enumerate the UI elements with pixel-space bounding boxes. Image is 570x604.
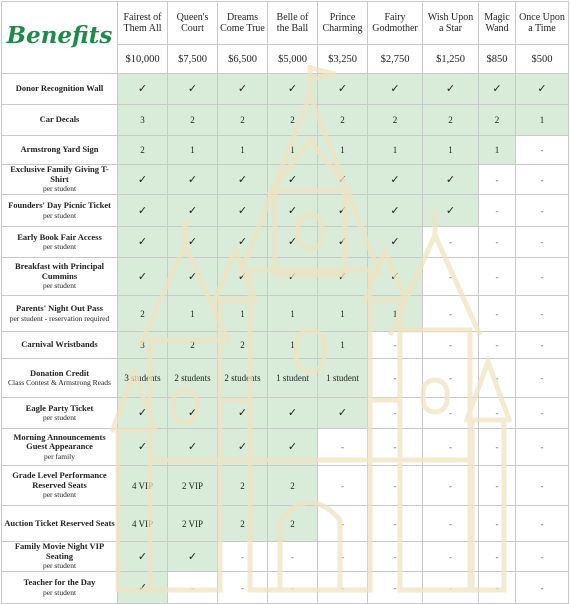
- benefit-value: 4 VIP: [118, 466, 168, 506]
- benefit-label-cell: [2, 74, 118, 105]
- benefit-value: -: [423, 332, 479, 359]
- check-mark: ✓: [118, 165, 168, 195]
- benefit-sublabel: per student - reservation required: [9, 313, 110, 323]
- check-mark: ✓: [268, 74, 318, 105]
- benefit-value: 1: [318, 136, 368, 165]
- check-mark: ✓: [118, 542, 168, 572]
- benefit-value: -: [516, 542, 569, 572]
- tier-name: Prince Charming: [318, 2, 368, 45]
- check-mark: ✓: [268, 165, 318, 195]
- check-mark: ✓: [218, 398, 268, 429]
- check-mark: ✓: [218, 74, 268, 105]
- check-mark: ✓: [118, 74, 168, 105]
- benefit-label: Family Movie Night VIP Seating: [14, 541, 105, 561]
- benefit-value: -: [423, 296, 479, 332]
- benefit-value: -: [368, 429, 423, 466]
- benefit-sublabel: per student: [42, 490, 77, 500]
- benefit-value: -: [318, 429, 368, 466]
- benefit-value: -: [479, 332, 516, 359]
- benefit-value: 2: [368, 105, 423, 136]
- benefit-value: 1 student: [268, 359, 318, 398]
- benefit-value: 1: [318, 296, 368, 332]
- check-mark: ✓: [268, 429, 318, 466]
- tier-price: $10,000: [118, 45, 168, 74]
- benefit-label: Parents' Night Out Pass: [16, 303, 103, 313]
- benefit-value: -: [318, 542, 368, 572]
- check-mark: ✓: [168, 165, 218, 195]
- benefit-label: Donor Recognition Wall: [15, 83, 104, 94]
- benefit-value: 2: [168, 332, 218, 359]
- benefit-label-cell: [2, 572, 118, 604]
- benefit-value: 2: [218, 332, 268, 359]
- benefit-value: -: [318, 506, 368, 542]
- check-mark: ✓: [168, 542, 218, 572]
- table-row: [2, 542, 569, 572]
- table-title-cell: [2, 2, 118, 74]
- check-mark: ✓: [168, 398, 218, 429]
- benefit-value: 2: [423, 105, 479, 136]
- benefit-rows: [2, 74, 569, 604]
- benefit-value: -: [423, 227, 479, 258]
- table-row: [2, 572, 569, 604]
- benefit-value: 2: [118, 136, 168, 165]
- check-mark: ✓: [218, 195, 268, 227]
- benefit-value: 2 students: [218, 359, 268, 398]
- tier-price: $7,500: [168, 45, 218, 74]
- check-mark: ✓: [168, 227, 218, 258]
- benefit-value: 3 students: [118, 359, 168, 398]
- benefit-value: 1: [516, 105, 569, 136]
- benefit-value: -: [368, 542, 423, 572]
- benefit-value: -: [479, 572, 516, 604]
- check-mark: ✓: [168, 429, 218, 466]
- tier-name: Fairest of Them All: [118, 2, 168, 45]
- benefit-value: 1: [268, 296, 318, 332]
- benefit-value: -: [516, 296, 569, 332]
- check-mark: ✓: [168, 74, 218, 105]
- benefit-label-cell: [2, 466, 118, 506]
- check-mark: ✓: [118, 227, 168, 258]
- check-mark: ✓: [268, 398, 318, 429]
- benefit-sublabel: per student: [42, 184, 77, 194]
- benefit-value: -: [516, 227, 569, 258]
- benefit-value: 3: [118, 332, 168, 359]
- benefit-value: 1: [268, 332, 318, 359]
- benefit-label: Eagle Party Ticket: [25, 402, 94, 413]
- benefit-label-cell: [2, 332, 118, 359]
- tier-name: Wish Upon a Star: [423, 2, 479, 45]
- tier-name: Fairy Godmother: [368, 2, 423, 45]
- check-mark: ✓: [318, 227, 368, 258]
- check-mark: ✓: [318, 74, 368, 105]
- check-mark: ✓: [118, 195, 168, 227]
- tier-price: $500: [516, 45, 569, 74]
- check-mark: ✓: [368, 74, 423, 105]
- benefit-value: -: [479, 195, 516, 227]
- check-mark: ✓: [118, 398, 168, 429]
- check-mark: ✓: [168, 195, 218, 227]
- benefit-value: -: [423, 572, 479, 604]
- benefit-value: -: [368, 506, 423, 542]
- benefit-value: 1 student: [318, 359, 368, 398]
- benefit-value: -: [368, 466, 423, 506]
- table-row: [2, 359, 569, 398]
- table-row: [2, 332, 569, 359]
- benefit-label: Exclusive Family Giving T-Shirt: [10, 164, 109, 184]
- table-title: Benefits: [6, 21, 113, 49]
- table-row: [2, 506, 569, 542]
- check-mark: ✓: [118, 258, 168, 296]
- check-mark: ✓: [423, 165, 479, 195]
- benefit-value: 2: [268, 105, 318, 136]
- check-mark: ✓: [268, 195, 318, 227]
- benefit-value: -: [479, 542, 516, 572]
- table-row: [2, 398, 569, 429]
- benefit-value: -: [479, 398, 516, 429]
- benefit-value: -: [516, 136, 569, 165]
- check-mark: ✓: [218, 429, 268, 466]
- check-mark: ✓: [368, 195, 423, 227]
- tier-price: $2,750: [368, 45, 423, 74]
- check-mark: ✓: [318, 165, 368, 195]
- table-row: [2, 466, 569, 506]
- benefit-sublabel: per student: [42, 561, 77, 571]
- benefit-value: 2: [218, 506, 268, 542]
- check-mark: ✓: [368, 258, 423, 296]
- benefit-value: -: [218, 572, 268, 604]
- benefit-value: 1: [268, 136, 318, 165]
- tier-price: $850: [479, 45, 516, 74]
- benefit-sublabel: per student: [42, 242, 77, 251]
- benefit-sublabel: per student: [42, 413, 77, 422]
- benefit-value: -: [218, 542, 268, 572]
- check-mark: ✓: [168, 258, 218, 296]
- check-mark: ✓: [118, 429, 168, 466]
- benefit-value: 1: [479, 136, 516, 165]
- benefit-value: 1: [168, 136, 218, 165]
- benefit-label-cell: [2, 258, 118, 296]
- check-mark: ✓: [218, 258, 268, 296]
- benefit-label-cell: [2, 165, 118, 195]
- benefit-label: Carnival Wristbands: [21, 339, 98, 350]
- benefit-value: -: [516, 398, 569, 429]
- benefit-value: -: [423, 542, 479, 572]
- check-mark: ✓: [318, 258, 368, 296]
- benefit-label: Donation Credit: [29, 367, 90, 378]
- benefit-value: -: [368, 572, 423, 604]
- benefit-sublabel: per student: [42, 587, 77, 597]
- benefit-value: -: [423, 359, 479, 398]
- table-row: [2, 136, 569, 165]
- table-row: [2, 165, 569, 195]
- tier-name: Once Upon a Time: [516, 2, 569, 45]
- benefit-value: -: [168, 572, 218, 604]
- benefit-label-cell: [2, 398, 118, 429]
- benefit-value: 1: [318, 332, 368, 359]
- tier-price: $6,500: [218, 45, 268, 74]
- benefit-value: -: [479, 429, 516, 466]
- benefit-value: -: [479, 359, 516, 398]
- benefit-value: -: [268, 542, 318, 572]
- benefit-label: Morning Announcements Guest Appearance: [13, 431, 106, 452]
- benefit-sublabel: per student: [42, 281, 77, 291]
- check-mark: ✓: [218, 165, 268, 195]
- benefit-value: -: [516, 506, 569, 542]
- benefit-value: 1: [218, 296, 268, 332]
- benefit-value: -: [423, 398, 479, 429]
- tier-price: $5,000: [268, 45, 318, 74]
- benefit-value: -: [516, 258, 569, 296]
- benefit-sublabel: Class Contest & Armstrong Reads: [8, 378, 111, 387]
- benefit-label: Teacher for the Day: [23, 577, 96, 587]
- benefit-label-cell: [2, 195, 118, 227]
- benefit-label: Early Book Fair Access: [17, 231, 102, 242]
- table-row: [2, 105, 569, 136]
- benefit-value: -: [423, 258, 479, 296]
- benefit-label-cell: [2, 136, 118, 165]
- benefit-value: 2: [268, 466, 318, 506]
- benefit-sublabel: per family: [43, 451, 76, 461]
- benefit-label-cell: [2, 429, 118, 466]
- benefit-value: -: [516, 429, 569, 466]
- check-mark: ✓: [268, 227, 318, 258]
- benefit-label: Breakfast with Principal Cummins: [14, 261, 105, 281]
- benefit-value: 2: [479, 105, 516, 136]
- benefit-value: -: [423, 466, 479, 506]
- check-mark: ✓: [268, 258, 318, 296]
- benefit-value: 2: [268, 506, 318, 542]
- benefit-value: -: [516, 359, 569, 398]
- benefit-value: -: [479, 466, 516, 506]
- benefit-value: 2: [218, 466, 268, 506]
- benefit-value: 2 VIP: [168, 506, 218, 542]
- benefit-label-cell: [2, 542, 118, 572]
- benefit-value: -: [318, 466, 368, 506]
- table-row: [2, 296, 569, 332]
- benefit-label-cell: [2, 359, 118, 398]
- benefit-value: -: [479, 506, 516, 542]
- table-row: [2, 74, 569, 105]
- benefit-value: -: [516, 165, 569, 195]
- benefit-value: -: [318, 572, 368, 604]
- tier-name: Belle of the Ball: [268, 2, 318, 45]
- benefit-label-cell: [2, 105, 118, 136]
- check-mark: ✓: [318, 195, 368, 227]
- tier-name-row: [2, 2, 569, 45]
- benefit-sublabel: per student: [42, 210, 77, 220]
- benefit-value: 2: [118, 296, 168, 332]
- check-mark: ✓: [423, 195, 479, 227]
- check-mark: ✓: [368, 165, 423, 195]
- benefit-value: 1: [218, 136, 268, 165]
- check-mark: ✓: [423, 74, 479, 105]
- check-mark: ✓: [118, 572, 168, 604]
- table-row: [2, 258, 569, 296]
- benefit-value: 2 VIP: [168, 466, 218, 506]
- benefit-value: -: [368, 398, 423, 429]
- benefit-value: 4 VIP: [118, 506, 168, 542]
- benefit-label: Auction Ticket Reserved Seats: [4, 517, 115, 528]
- benefit-value: 1: [423, 136, 479, 165]
- tier-price: $1,250: [423, 45, 479, 74]
- tier-price: $3,250: [318, 45, 368, 74]
- benefit-value: 2: [168, 105, 218, 136]
- benefit-value: 3: [118, 105, 168, 136]
- benefit-value: -: [479, 227, 516, 258]
- benefits-table: [1, 1, 569, 604]
- check-mark: ✓: [318, 398, 368, 429]
- benefit-value: -: [479, 165, 516, 195]
- benefit-value: -: [368, 332, 423, 359]
- benefit-label-cell: [2, 296, 118, 332]
- benefit-value: 2: [218, 105, 268, 136]
- check-mark: ✓: [368, 227, 423, 258]
- check-mark: ✓: [479, 74, 516, 105]
- benefit-value: 1: [368, 136, 423, 165]
- benefit-value: -: [516, 572, 569, 604]
- benefit-value: -: [479, 296, 516, 332]
- tier-name: Magic Wand: [479, 2, 516, 45]
- benefit-label-cell: [2, 506, 118, 542]
- benefit-value: -: [368, 359, 423, 398]
- table-row: [2, 227, 569, 258]
- benefit-value: -: [479, 258, 516, 296]
- tier-name: Queen's Court: [168, 2, 218, 45]
- benefit-value: 1: [168, 296, 218, 332]
- benefit-value: -: [516, 195, 569, 227]
- table-row: [2, 429, 569, 466]
- benefit-label: Car Decals: [39, 114, 80, 125]
- benefit-value: 2: [318, 105, 368, 136]
- benefit-value: -: [516, 466, 569, 506]
- benefit-value: 1: [368, 296, 423, 332]
- check-mark: ✓: [516, 74, 569, 105]
- table-row: [2, 195, 569, 227]
- benefit-value: -: [423, 429, 479, 466]
- benefit-value: -: [268, 572, 318, 604]
- benefit-value: -: [516, 332, 569, 359]
- benefit-label-cell: [2, 227, 118, 258]
- benefit-label: Founders' Day Picnic Ticket: [8, 200, 111, 210]
- tier-name: Dreams Come True: [218, 2, 268, 45]
- benefit-label: Armstrong Yard Sign: [20, 144, 99, 155]
- benefit-label: Grade Level Performance Reserved Seats: [12, 470, 107, 490]
- check-mark: ✓: [218, 227, 268, 258]
- benefit-value: 2 students: [168, 359, 218, 398]
- benefit-value: -: [423, 506, 479, 542]
